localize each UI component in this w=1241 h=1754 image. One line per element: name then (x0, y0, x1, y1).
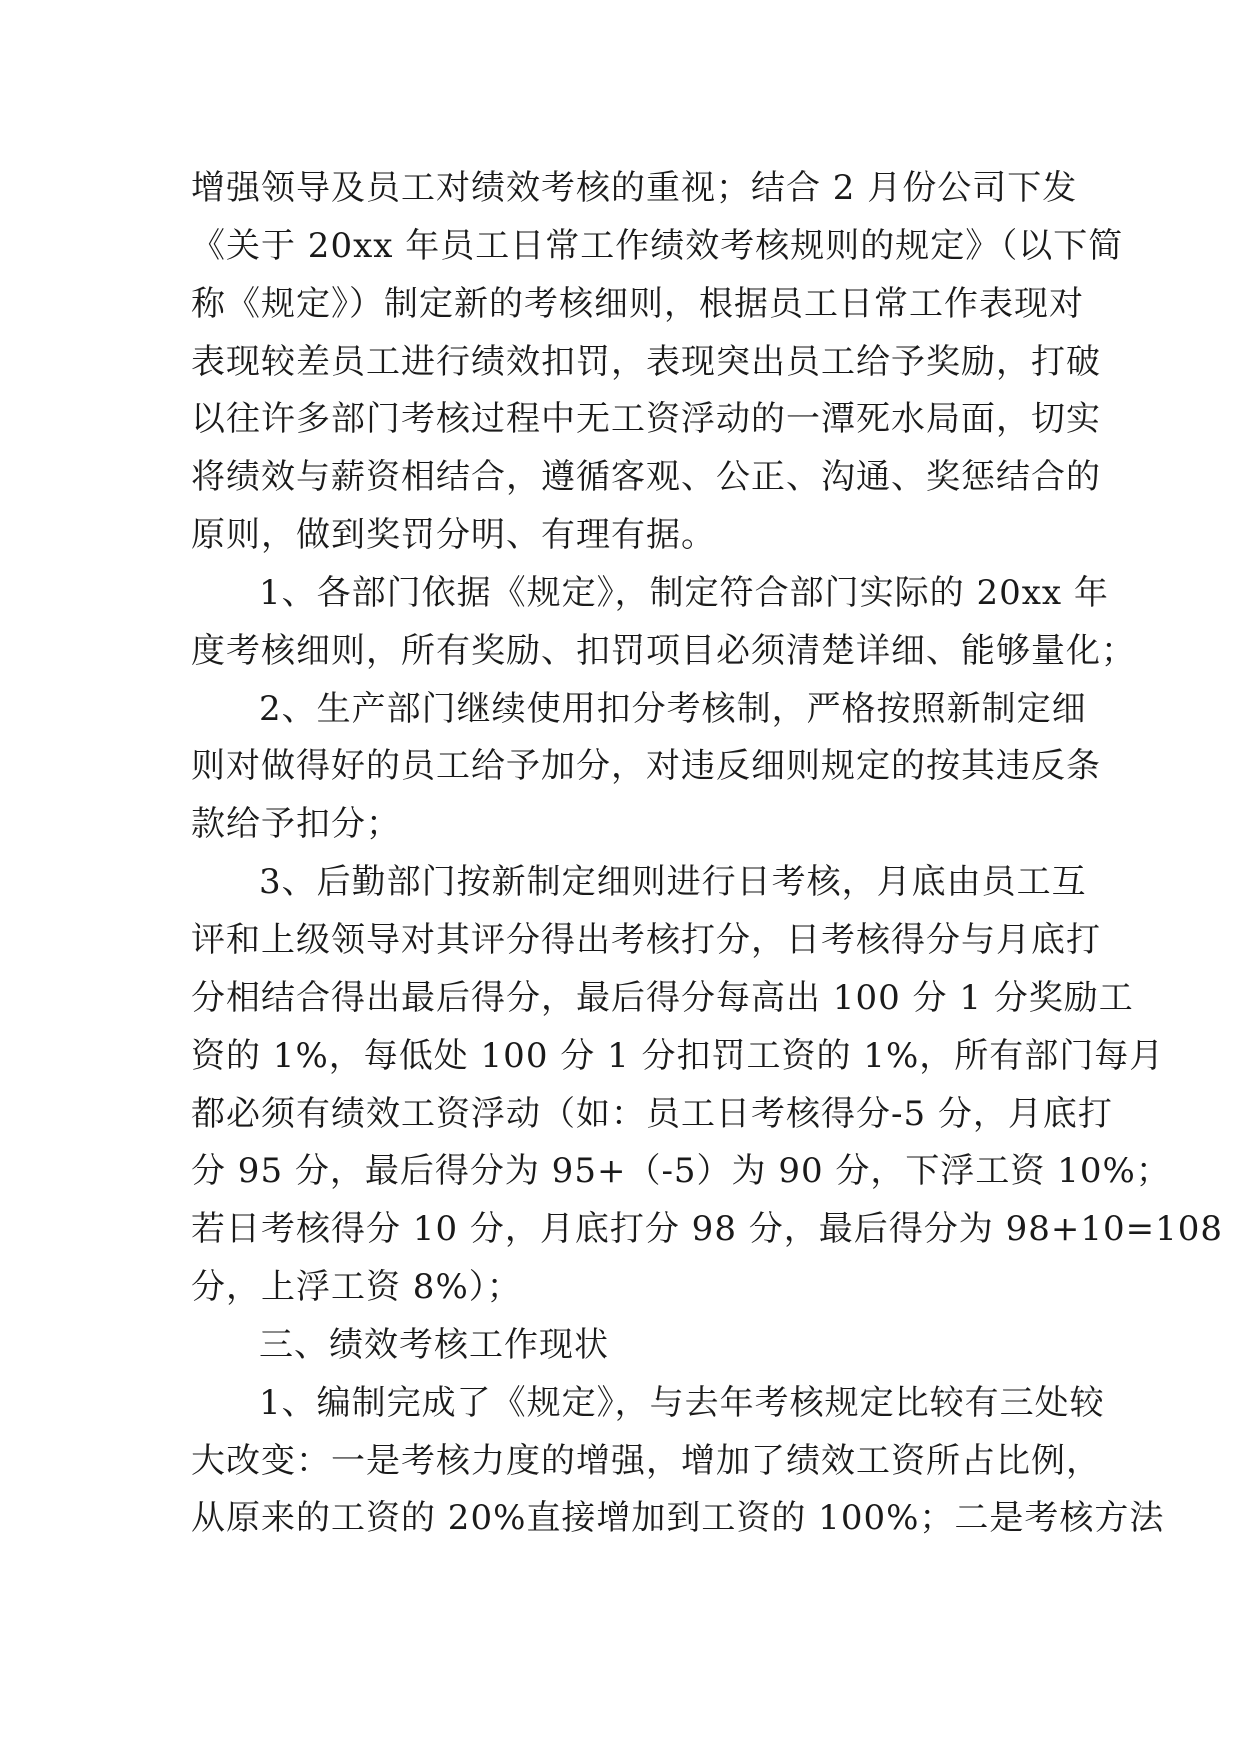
list-item-line: 从原来的工资的 20%直接增加到工资的 100%；二是考核方法 (191, 1498, 1165, 1539)
paragraph-line: 将绩效与薪资相结合，遵循客观、公正、沟通、奖惩结合的 (191, 457, 1101, 498)
list-item-line: 分 95 分，最后得分为 95+（-5）为 90 分，下浮工资 10%； (191, 1151, 1171, 1192)
list-item-line: 大改变：一是考核力度的增强，增加了绩效工资所占比例， (191, 1440, 1101, 1481)
list-item-line: 1、编制完成了《规定》，与去年考核规定比较有三处较 (259, 1382, 1105, 1423)
paragraph-line: 增强领导及员工对绩效考核的重视；结合 2 月份公司下发 (191, 168, 1078, 208)
paragraph-line: 称《规定》）制定新的考核细则，根据员工日常工作表现对 (191, 283, 1084, 324)
paragraph-line: 《关于 20xx 年员工日常工作绩效考核规则的规定》（以下简 (191, 225, 1124, 266)
list-item-line: 1、各部门依据《规定》，制定符合部门实际的 20xx 年 (259, 572, 1109, 613)
list-item-line: 则对做得好的员工给予加分，对违反细则规定的按其违反条 (191, 746, 1101, 787)
section-heading: 三、绩效考核工作现状 (259, 1324, 609, 1365)
list-item-line: 都必须有绩效工资浮动（如：员工日考核得分-5 分，月底打 (191, 1093, 1113, 1134)
list-item-line: 款给予扣分； (191, 804, 401, 845)
list-item-line: 评和上级领导对其评分得出考核打分，日考核得分与月底打 (191, 919, 1101, 960)
paragraph-line: 表现较差员工进行绩效扣罚，表现突出员工给予奖励，打破 (191, 341, 1101, 382)
document-body (191, 160, 1223, 1548)
list-item-line: 3、后勤部门按新制定细则进行日考核，月底由员工互 (259, 862, 1087, 903)
paragraph-line: 原则，做到奖罚分明、有理有据。 (191, 515, 716, 556)
list-item-line: 度考核细则，所有奖励、扣罚项目必须清楚详细、能够量化； (191, 630, 1136, 671)
list-item-line: 若日考核得分 10 分，月底打分 98 分，最后得分为 98+10=108 (191, 1209, 1223, 1250)
list-item-line: 资的 1%，每低处 100 分 1 分扣罚工资的 1%，所有部门每月 (191, 1035, 1165, 1076)
paragraph-line: 以往许多部门考核过程中无工资浮动的一潭死水局面，切实 (191, 399, 1101, 440)
list-item-line: 2、生产部门继续使用扣分考核制，严格按照新制定细 (259, 688, 1087, 729)
list-item-line: 分相结合得出最后得分，最后得分每高出 100 分 1 分奖励工 (191, 977, 1134, 1018)
list-item-line: 分，上浮工资 8%）； (191, 1267, 522, 1308)
